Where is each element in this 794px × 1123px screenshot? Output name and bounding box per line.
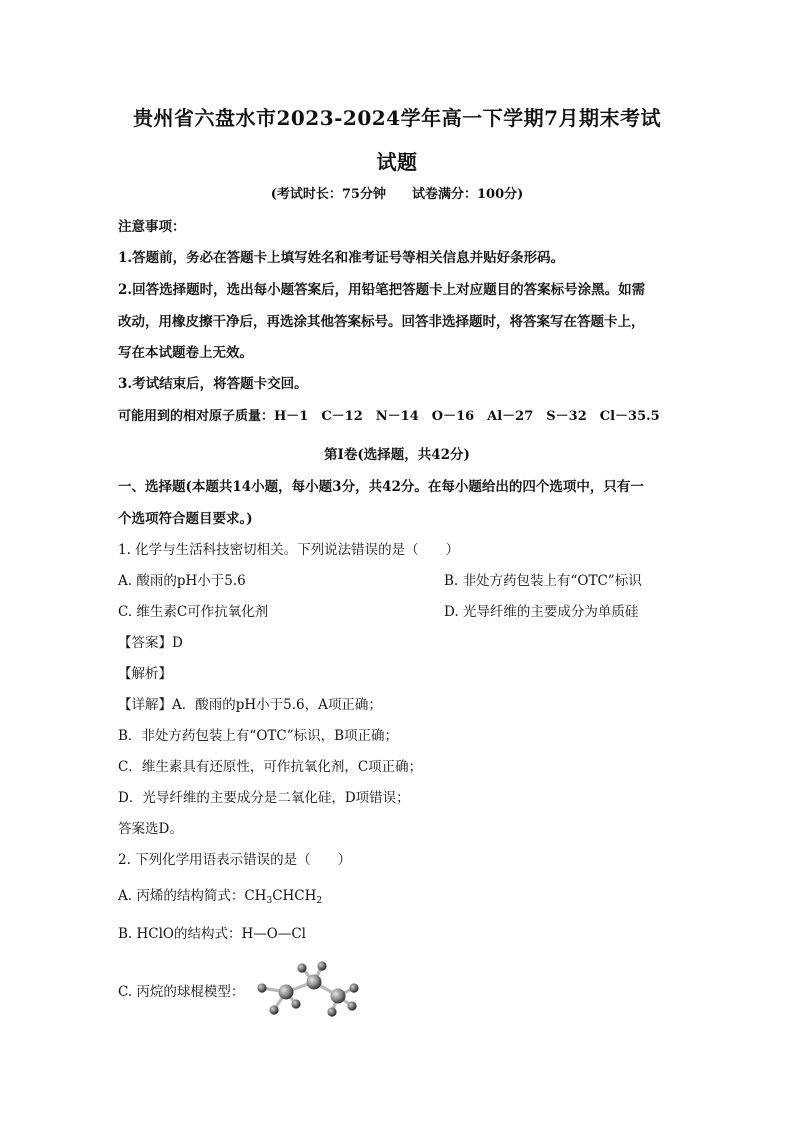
part1-instructions-1: 一、选择题(本题共14小题，每小题3分，共42分。在每小题给出的四个选项中，只有一	[118, 479, 644, 495]
note-2c: 写在本试题卷上无效。	[118, 345, 253, 361]
q1-answer: 【答案】D	[118, 635, 183, 651]
exam-info: (考试时长：75分钟 试卷满分：100分)	[270, 187, 524, 202]
carbon-atoms	[279, 975, 346, 1004]
q1-option-d: D. 光导纤维的主要成分为单质硅	[444, 604, 639, 620]
q2-stem: 2. 下列化学用语表示错误的是（ ）	[118, 852, 352, 868]
note-2a: 2.回答选择题时，选出每小题答案后，用铅笔把答题卡上对应题目的答案标号涂黑。如需	[118, 282, 646, 298]
notes-heading: 注意事项：	[118, 219, 186, 235]
formula-part: CH	[244, 888, 267, 904]
q1-option-b: B. 非处方药包装上有“OTC”标识	[444, 573, 642, 589]
q2-option-a-label: A. 丙烯的结构简式：	[118, 888, 245, 904]
formula-subscript: 2	[316, 896, 323, 906]
q2-option-a	[118, 887, 322, 910]
formula-part: CHCH	[272, 888, 317, 904]
q1-option-c: C. 维生素C可作抗氧化剂	[118, 604, 269, 620]
q2-option-c-label: C. 丙烷的球棍模型：	[118, 984, 245, 1000]
exam-title-line1: 贵州省六盘水市2023-2024学年高一下学期7月期末考试	[132, 106, 662, 130]
q1-conclusion: 答案选D。	[118, 821, 183, 837]
exam-title-line2: 试题	[376, 150, 418, 174]
q1-detail-2: B．非处方药包装上有“OTC”标识，B项正确；	[118, 728, 399, 744]
q2-option-b: B. HClO的结构式：H—O—Cl	[118, 926, 306, 942]
note-1: 1.答题前，务必在答题卡上填写姓名和准考证号等相关信息并贴好条形码。	[118, 250, 565, 266]
q1-option-a: A. 酸雨的pH小于5.6	[118, 573, 246, 589]
section-title: 第Ⅰ卷(选择题，共42分)	[324, 447, 470, 463]
q1-stem: 1. 化学与生活科技密切相关。下列说法错误的是（ ）	[118, 542, 460, 558]
part1-instructions-2: 个选项符合题目要求。)	[118, 511, 253, 527]
q1-detail-4: D．光导纤维的主要成分是二氧化硅，D项错误；	[118, 790, 410, 806]
atomic-mass-line: 可能用到的相对原子质量：H－1 C－12 N－14 O－16 Al－27 S－32 Cl－35.5	[118, 409, 660, 424]
q1-detail-3: C．维生素具有还原性，可作抗氧化剂，C项正确；	[118, 759, 423, 775]
propane-ball-and-stick-model	[252, 958, 364, 1020]
note-3: 3.考试结束后，将答题卡交回。	[118, 376, 308, 392]
q1-analysis-heading: 【解析】	[118, 666, 172, 682]
note-2b: 改动，用橡皮擦干净后，再选涂其他答案标号。回答非选择题时，将答案写在答题卡上，	[118, 314, 645, 330]
q2-option-a-formula	[244, 888, 322, 904]
q1-detail-1: 【详解】A．酸雨的pH小于5.6，A项正确；	[118, 697, 382, 713]
formula-subscript: 3	[266, 896, 273, 906]
